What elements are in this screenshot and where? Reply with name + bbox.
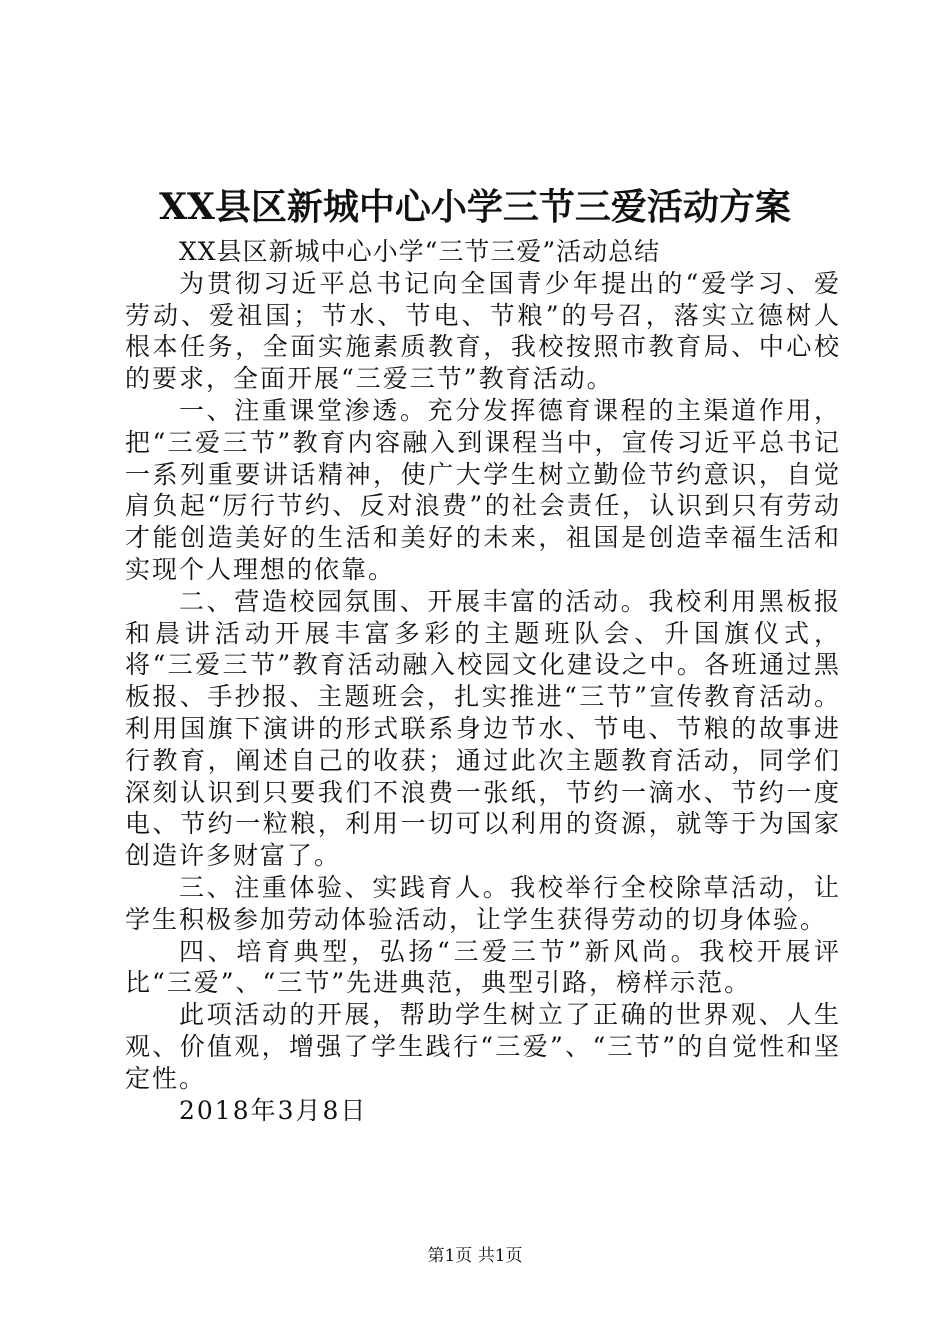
paragraph-section-4: 四、培育典型，弘扬“三爱三节”新风尚。我校开展评比“三爱”、“三节”先进典范，典型引路，榜样示范。 <box>125 936 841 998</box>
document-date: 2018年3月8日 <box>179 1095 368 1125</box>
document-title: XX县区新城中心小学三节三爱活动方案 <box>159 186 791 228</box>
document-body <box>125 236 841 1126</box>
page-number-footer: 第1页 共1页 <box>427 1246 523 1266</box>
paragraph-section-2: 二、营造校园氛围、开展丰富的活动。我校利用黑板报和晨讲活动开展丰富多彩的主题班队会、升国旗仪式，将“三爱三节”教育活动融入校园文化建设之中。各班通过黑板报、手抄报、主题班会，扎实推进“三节”宣传教育活动。利用国旗下演讲的形式联系身边节水、节电、节粮的故事进行教育，阐述自己的收获；通过此次主题教育活动，同学们深刻认识到只要我们不浪费一张纸，节约一滴水、节约一度电、节约一粒粮，利用一切可以利用的资源，就等于为国家创造许多财富了。 <box>125 586 841 871</box>
document-subtitle: XX县区新城中心小学“三节三爱”活动总结 <box>179 237 661 266</box>
paragraph-section-1: 一、注重课堂渗透。充分发挥德育课程的主渠道作用，把“三爱三节”教育内容融入到课程当中，宣传习近平总书记一系列重要讲话精神，使广大学生树立勤俭节约意识，自觉肩负起“厉行节约、反对浪费”的社会责任，认识到只有劳动才能创造美好的生活和美好的未来，祖国是创造幸福生活和实现个人理想的依靠。 <box>125 395 841 584</box>
paragraph-conclusion: 此项活动的开展，帮助学生树立了正确的世界观、人生观、价值观，增强了学生践行“三爱”、“三节”的自觉性和坚定性。 <box>125 1000 841 1093</box>
paragraph-section-3: 三、注重体验、实践育人。我校举行全校除草活动，让学生积极参加劳动体验活动，让学生获得劳动的切身体验。 <box>125 872 841 934</box>
paragraph-intro: 为贯彻习近平总书记向全国青少年提出的“爱学习、爱劳动、爱祖国；节水、节电、节粮”的号召，落实立德树人根本任务，全面实施素质教育，我校按照市教育局、中心校的要求，全面开展“三爱三节”教育活动。 <box>125 268 841 394</box>
